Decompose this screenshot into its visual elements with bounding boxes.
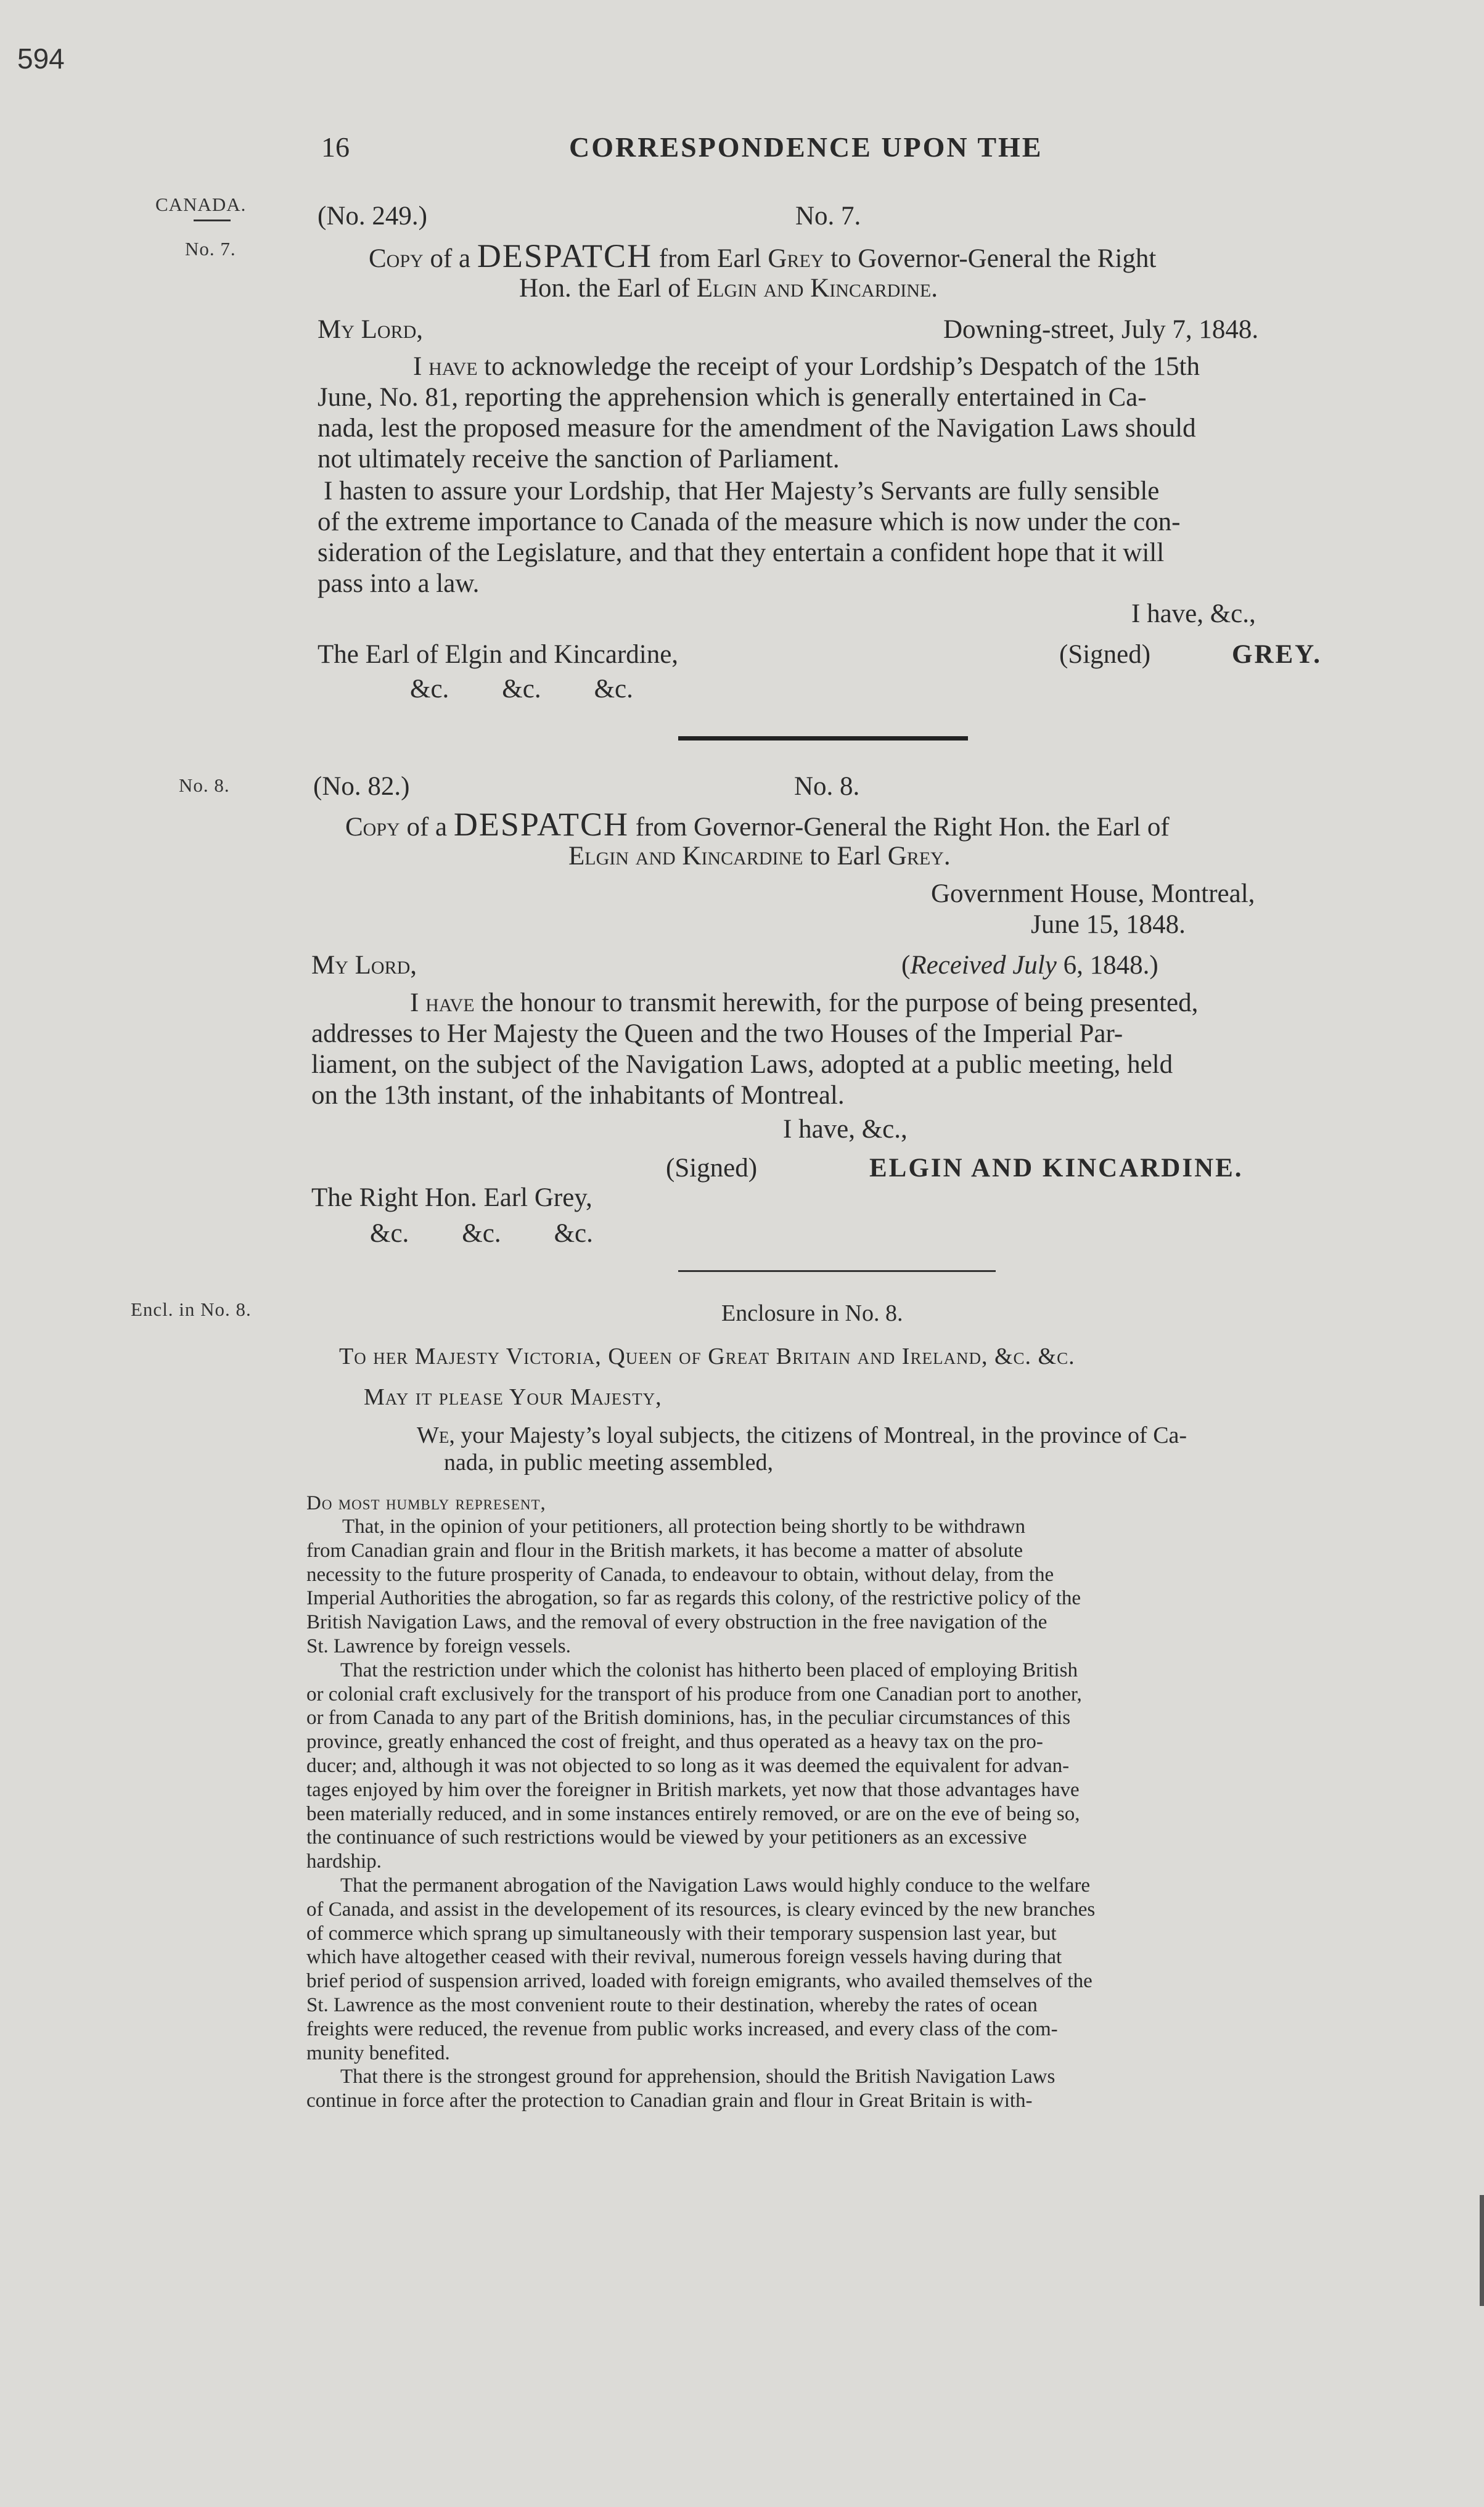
enclosure-p3-line: That the permanent abrogation of the Navigation Laws would highly conduce to the welfare: [340, 1874, 1091, 1897]
enclosure-p2-line: ducer; and, although it was not objected to so long as it was deemed the equivalent for advan-: [306, 1754, 1070, 1777]
margin-note-canada: [155, 194, 246, 221]
enclosure-paragraph-4: [306, 2065, 1342, 2113]
dispatch7-p2-last: pass into a law.: [318, 569, 480, 598]
dispatch7-salutation: My Lord,: [318, 315, 424, 344]
enclosure-heading: Enclosure in No. 8.: [721, 1300, 903, 1326]
enclosure-p2-last: hardship.: [306, 1850, 382, 1873]
dispatch8-addressee: The Right Hon. Earl Grey,: [311, 1183, 592, 1212]
dispatch7-ref: (No. 249.): [318, 202, 427, 231]
enclosure-p2-line: province, greatly enhanced the cost of freight, and thus operated as a heavy tax on the pro-: [306, 1731, 1043, 1754]
dispatch8-paragraph: [311, 988, 1348, 1111]
dispatch7-p1-line: nada, lest the proposed measure for the amendment of the Navigation Laws should: [318, 414, 1196, 443]
dispatch8-received: (Received July 6, 1848.): [901, 951, 1158, 980]
dispatch7-paragraph-2: [318, 476, 1350, 599]
enclosure-we-paragraph: [417, 1422, 1348, 1476]
enclosure-p1-line: British Navigation Laws, and the removal of every obstruction in the free navigation of the: [306, 1611, 1047, 1634]
dispatch7-title: Copy of a DESPATCH from Earl Grey to Governor-General the Right: [369, 237, 1157, 274]
section-divider-heavy: [678, 736, 968, 741]
dispatch7-signature: GREY.: [1232, 640, 1322, 669]
dispatch7-etc: &c. &c. &c.: [410, 675, 633, 704]
enclosure-p3-line: of commerce which sprang up simultaneously with their temporary suspension last year, but: [306, 1922, 1057, 1945]
dispatch8-salutation: My Lord,: [311, 951, 417, 980]
dispatch8-date: June 15, 1848.: [1031, 910, 1186, 939]
enclosure-p1-line: That, in the opinion of your petitioners, all protection being shortly to be withdrawn: [342, 1516, 1026, 1538]
enclosure-p3-line: of Canada, and assist in the developement of its resources, is cleary evinced by the new branches: [306, 1898, 1096, 1921]
margin-canada-rule: [194, 220, 231, 221]
dispatch8-p-line: liament, on the subject of the Navigation Laws, adopted at a public meeting, held: [311, 1050, 1173, 1079]
enclosure-represent: Do most humbly represent,: [306, 1492, 546, 1514]
enclosure-p2-line: or colonial craft exclusively for the transport of his produce from one Canadian port to another,: [306, 1683, 1082, 1705]
enclosure-p1-line: Imperial Authorities the abrogation, so far as regards this colony, of the restrictive policy of the: [306, 1587, 1081, 1610]
archive-page-number: 594: [17, 43, 65, 75]
enclosure-may-it-please: May it please Your Majesty,: [364, 1384, 662, 1410]
dispatch8-signed: (Signed): [666, 1154, 758, 1183]
enclosure-p2-line: been materially reduced, and in some instances entirely removed, or are on the eve of being so,: [306, 1802, 1080, 1825]
dispatch8-ref: (No. 82.): [313, 772, 410, 801]
margin-note-no8: No. 8.: [179, 774, 230, 796]
dispatch7-p2-line: sideration of the Legislature, and that they entertain a confident hope that it will: [318, 538, 1165, 567]
enclosure-p2-line: That the restriction under which the colonist has hitherto been placed of employing British: [340, 1659, 1078, 1681]
dispatch8-etc: &c. &c. &c.: [370, 1219, 593, 1248]
enclosure-paragraph-2: [306, 1659, 1342, 1874]
dispatch8-p-first: I have the honour to transmit herewith, for the purpose of being presented,: [410, 988, 1199, 1017]
margin-note-no7: No. 7.: [185, 238, 236, 260]
enclosure-to-line: To her Majesty Victoria, Queen of Great Britain and Ireland, &c. &c.: [339, 1344, 1075, 1369]
dispatch7-p1-line: June, No. 81, reporting the apprehension which is generally entertained in Ca-: [318, 383, 1147, 412]
enclosure-p1-last: St. Lawrence by foreign vessels.: [306, 1635, 571, 1657]
dispatch7-paragraph-1: [318, 351, 1350, 475]
running-title: CORRESPONDENCE UPON THE: [569, 131, 1043, 163]
page-edge-mark: [1480, 2195, 1484, 2306]
dispatch7-p2-line: of the extreme importance to Canada of the measure which is now under the con-: [318, 507, 1181, 536]
margin-note-enclosure: Encl. in No. 8.: [131, 1299, 252, 1320]
dispatch8-p-line: addresses to Her Majesty the Queen and the two Houses of the Imperial Par-: [311, 1019, 1123, 1048]
enclosure-p4-line: That there is the strongest ground for apprehension, should the British Navigation Laws: [340, 2066, 1056, 2088]
dispatch8-number: No. 8.: [794, 772, 860, 801]
enclosure-p3-line: freights were reduced, the revenue from public works increased, and every class of the com-: [306, 2017, 1058, 2040]
enclosure-p3-line: St. Lawrence as the most convenient route to their destination, whereby the rates of ocean: [306, 1993, 1038, 2016]
dispatch8-closing: I have, &c.,: [783, 1115, 908, 1144]
enclosure-p2-line: tages enjoyed by him over the foreigner in British markets, yet now that those advantages have: [306, 1778, 1080, 1801]
enclosure-p3-last: munity benefited.: [306, 2041, 450, 2064]
enclosure-paragraph-3: [306, 1874, 1342, 2065]
dispatch8-title: Copy of a DESPATCH from Governor-General the Right Hon. the Earl of: [345, 806, 1170, 843]
dispatch7-place-date: Downing-street, July 7, 1848.: [943, 315, 1259, 344]
enclosure-p4-line: continue in force after the protection to Canadian grain and flour in Great Britain is with-: [306, 2090, 1033, 2112]
dispatch7-signed: (Signed): [1059, 640, 1151, 669]
section-divider-light: [678, 1270, 996, 1272]
dispatch7-addressee: The Earl of Elgin and Kincardine,: [318, 640, 679, 669]
dispatch7-p1-first: I have to acknowledge the receipt of your Lordship’s Despatch of the 15th: [413, 352, 1200, 381]
enclosure-p1-line: from Canadian grain and flour in the British markets, it has become a matter of absolute: [306, 1539, 1023, 1562]
page-header: [318, 131, 1353, 168]
dispatch7-p2-line: I hasten to assure your Lordship, that Her Majesty’s Servants are fully sensible: [324, 477, 1160, 506]
enclosure-p1-line: necessity to the future prosperity of Canada, to endeavour to obtain, without delay, from the: [306, 1563, 1054, 1586]
enclosure-p3-line: brief period of suspension arrived, loaded with foreign emigrants, who availed themselves of the: [306, 1970, 1093, 1993]
dispatch7-title-line2: Hon. the Earl of Elgin and Kincardine.: [519, 274, 938, 303]
enclosure-paragraph-1: [306, 1515, 1342, 1659]
dispatch8-title-line2: Elgin and Kincardine to Earl Grey.: [568, 842, 951, 871]
margin-canada-label: CANADA.: [155, 194, 247, 215]
enclosure-p2-line: the continuance of such restrictions would be viewed by your petitioners as an excessive: [306, 1826, 1027, 1849]
dispatch7-number: No. 7.: [795, 202, 861, 231]
dispatch8-place: Government House, Montreal,: [931, 879, 1255, 908]
dispatch8-signature: ELGIN AND KINCARDINE.: [869, 1154, 1244, 1183]
enclosure-body: [306, 1515, 1342, 2113]
dispatch7-closing: I have, &c.,: [1131, 599, 1256, 628]
page-number: 16: [321, 131, 350, 163]
enclosure-p2-line: or from Canada to any part of the British dominions, has, in the peculiar circumstances of this: [306, 1707, 1071, 1729]
dispatch8-p-last: on the 13th instant, of the inhabitants of Montreal.: [311, 1081, 845, 1110]
dispatch7-p1-last: not ultimately receive the sanction of Parliament.: [318, 445, 840, 474]
enclosure-we-line2: nada, in public meeting assembled,: [444, 1450, 773, 1475]
enclosure-p3-line: which have altogether ceased with their revival, numerous foreign vessels having during that: [306, 1946, 1062, 1969]
enclosure-we-line1: We, your Majesty’s loyal subjects, the citizens of Montreal, in the province of Ca-: [417, 1422, 1187, 1448]
